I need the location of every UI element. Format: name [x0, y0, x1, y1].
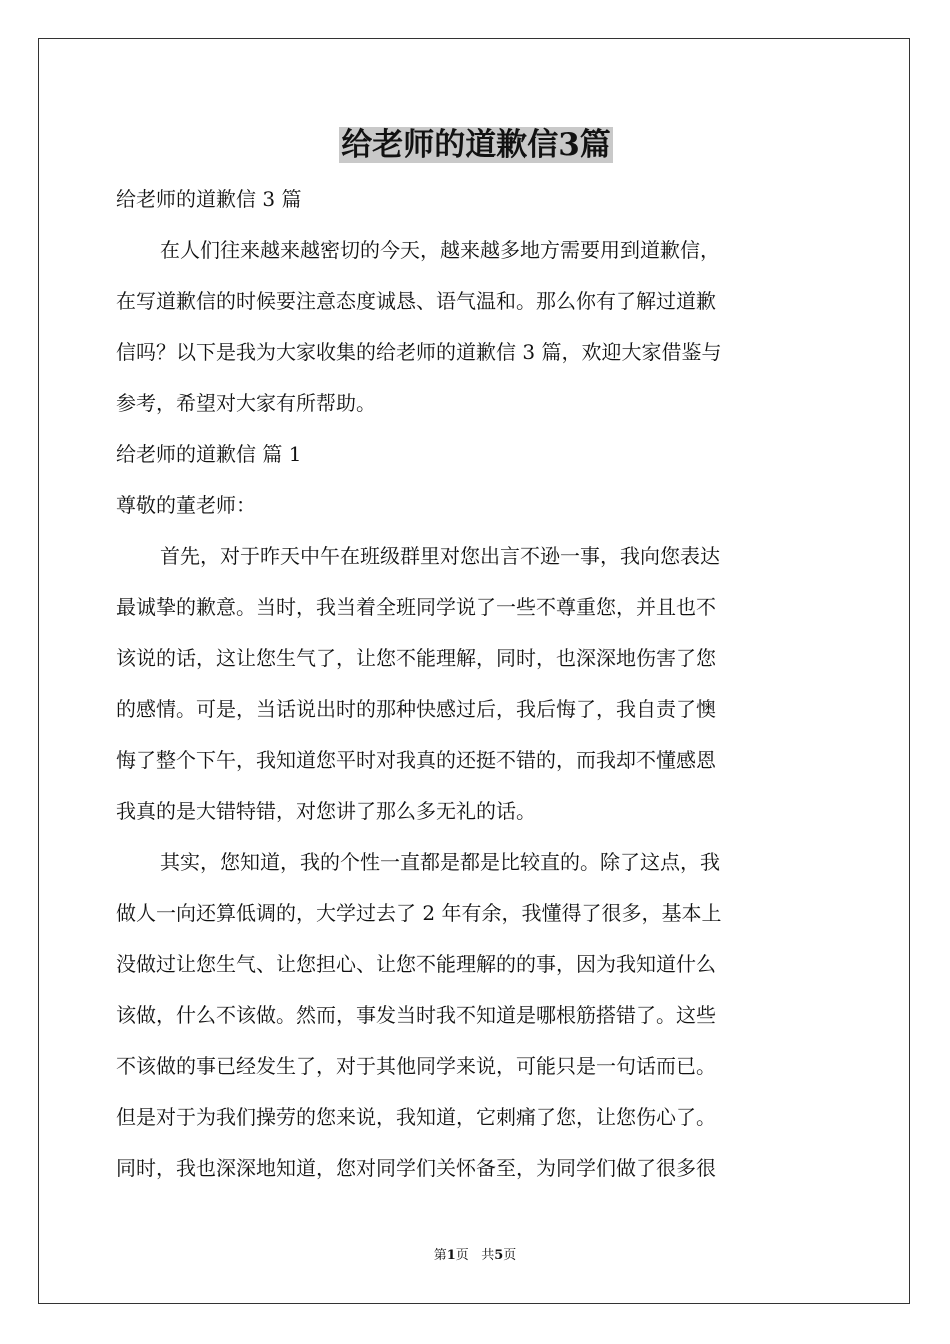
para1-line-6: 我真的是大错特错，对您讲了那么多无礼的话。: [116, 799, 536, 823]
intro-line-4: 参考，希望对大家有所帮助。: [116, 391, 376, 415]
para1-line-2: 最诚挚的歉意。当时，我当着全班同学说了一些不尊重您，并且也不: [116, 595, 716, 619]
para2-line-7: 同时，我也深深地知道，您对同学们关怀备至，为同学们做了很多很: [116, 1156, 716, 1180]
page-prefix: 第: [433, 1248, 447, 1263]
salutation: 尊敬的董老师：: [116, 493, 256, 517]
para2-line-1: 其实，您知道，我的个性一直都是都是比较直的。除了这点，我: [160, 850, 720, 874]
page-current: 1: [446, 1248, 456, 1263]
total-prefix: 共: [481, 1248, 495, 1263]
title-highlight: 给老师的道歉信3篇: [341, 127, 611, 163]
para1-line-3: 该说的话，这让您生气了，让您不能理解，同时，也深深地伤害了您: [116, 646, 716, 670]
para1-line-4: 的感情。可是，当话说出时的那种快感过后，我后悔了，我自责了懊: [116, 697, 716, 721]
page-footer: [0, 1244, 950, 1263]
section-heading: 给老师的道歉信 篇 1: [116, 442, 302, 466]
document-title: [116, 120, 836, 170]
para2-line-4: 该做，什么不该做。然而，事发当时我不知道是哪根筋搭错了。这些: [116, 1003, 716, 1027]
intro-line-2: 在写道歉信的时候要注意态度诚恳、语气温和。那么你有了解过道歉: [116, 289, 716, 313]
para2-line-5: 不该做的事已经发生了，对于其他同学来说，可能只是一句话而已。: [116, 1054, 716, 1078]
para2-line-6: 但是对于为我们操劳的您来说，我知道，它刺痛了您，让您伤心了。: [116, 1105, 716, 1129]
total-suffix: 页: [503, 1248, 517, 1263]
intro-line-3: 信吗？以下是我为大家收集的给老师的道歉信 3 篇，欢迎大家借鉴与: [116, 340, 722, 364]
document-body: [116, 120, 836, 1194]
para1-line-1: 首先，对于昨天中午在班级群里对您出言不逊一事，我向您表达: [160, 544, 720, 568]
para2-line-3: 没做过让您生气、让您担心、让您不能理解的的事，因为我知道什么: [116, 952, 716, 976]
subtitle-line: 给老师的道歉信 3 篇: [116, 187, 302, 211]
page-suffix: 页: [455, 1248, 469, 1263]
para2-line-2: 做人一向还算低调的，大学过去了 2 年有余，我懂得了很多，基本上: [116, 901, 722, 925]
para1-line-5: 悔了整个下午，我知道您平时对我真的还挺不错的，而我却不懂感恩: [116, 748, 716, 772]
page-total: 5: [494, 1248, 504, 1263]
intro-line-1: 在人们往来越来越密切的今天，越来越多地方需要用到道歉信，: [160, 238, 720, 262]
